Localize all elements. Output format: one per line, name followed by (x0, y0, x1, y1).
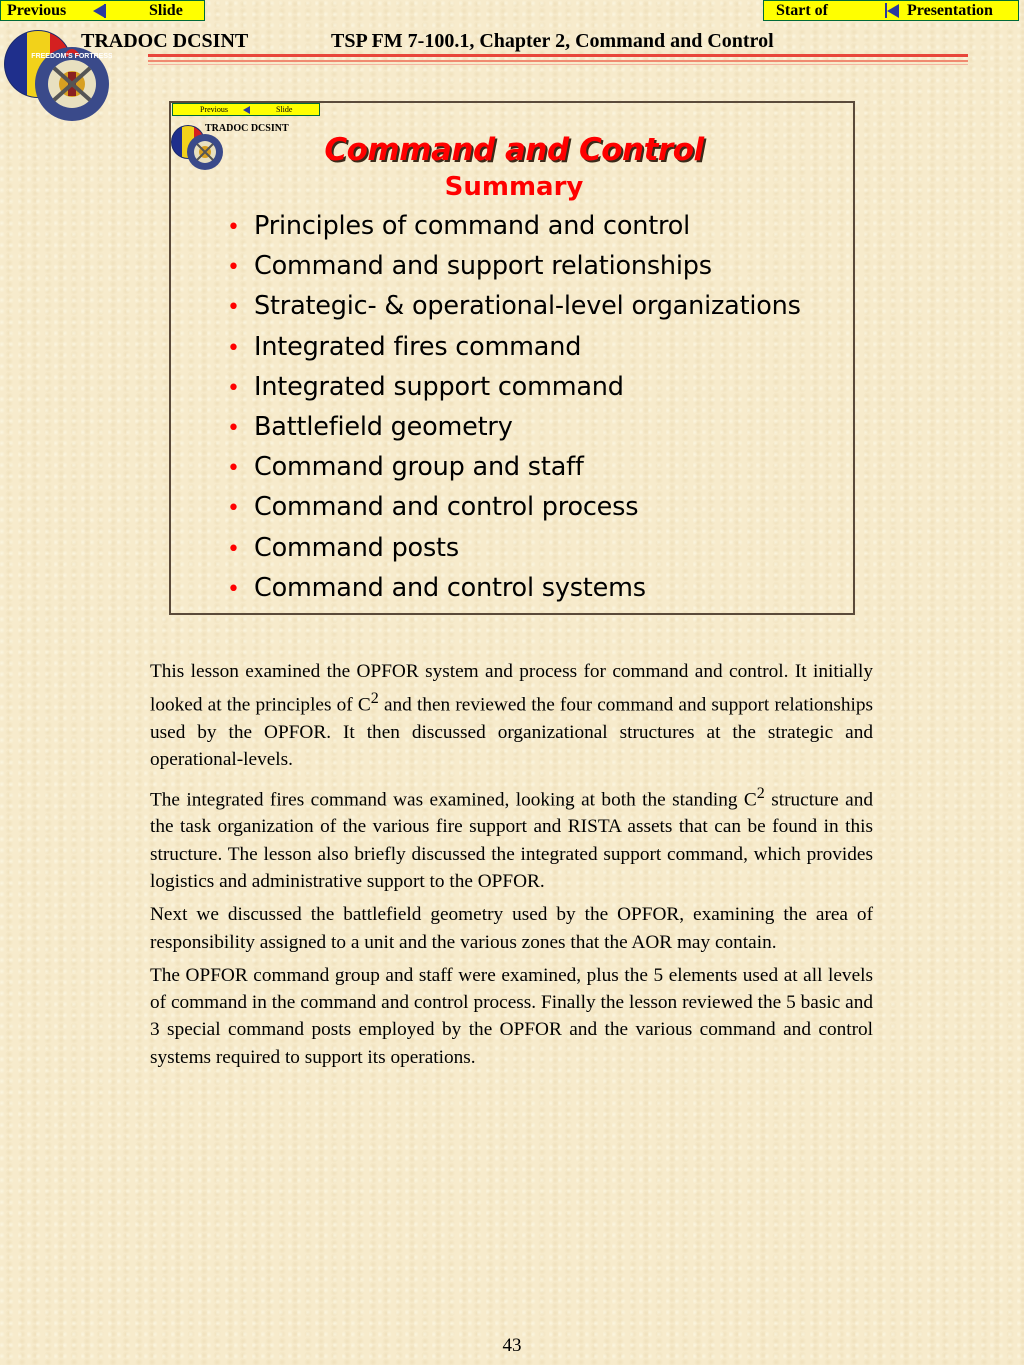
page-number: 43 (502, 1335, 522, 1356)
superscript: 2 (370, 690, 379, 708)
bullet-text: Principles of command and control (254, 211, 691, 241)
start-of-label: Start of (776, 2, 828, 19)
slide-thumbnail (169, 101, 855, 615)
previous-slide-button[interactable] (0, 0, 205, 21)
list-item (227, 408, 801, 448)
bullet-text: Command and control process (254, 492, 639, 523)
slide-title: Command and Control (324, 132, 704, 168)
bullet-icon: • (227, 255, 240, 281)
bullet-text: Command posts (254, 532, 459, 563)
paragraph-text: and then reviewed the four command and support relationships used by the OPFOR. It then discussed organizational structures at the strategic and operational-levels. (150, 694, 873, 771)
bullet-text: Integrated fires command (254, 331, 582, 362)
superscript: 2 (756, 784, 765, 802)
lesson-summary-text (150, 658, 873, 1077)
slide-subtitle: Summary (444, 172, 584, 202)
bullet-icon: • (227, 576, 240, 602)
bullet-text: Command group and staff (254, 452, 584, 483)
bullet-icon: • (227, 416, 240, 442)
paragraph: Next we discussed the battlefield geometry used by the OPFOR, examining the area of responsibility assigned to a unit and the various zones that the AOR may contain. (150, 904, 873, 953)
header-rule (148, 64, 968, 65)
svg-text:FREEDOM'S FORTRESS: FREEDOM'S FORTRESS (31, 53, 112, 60)
paragraph: The OPFOR command group and staff were examined, plus the 5 elements used at all levels of command in the command and control process. Finally the lesson reviewed the 5 basic and 3 special command posts employed by the OPFOR and the various command and control systems required to support its operations. (150, 964, 873, 1068)
bullet-text: Strategic- & operational-level organizations (254, 291, 801, 322)
list-item (227, 328, 801, 368)
slide-label: Slide (149, 2, 183, 19)
bullet-text: Integrated support command (254, 371, 624, 402)
bullet-icon: • (227, 496, 240, 522)
bullet-icon: • (227, 456, 240, 482)
list-item (227, 488, 801, 528)
paragraph (150, 780, 873, 896)
mini-previous-slide-button (172, 103, 320, 116)
paragraph (150, 658, 873, 774)
bullet-icon: • (227, 536, 240, 562)
list-item (227, 529, 801, 569)
start-of-presentation-button[interactable] (763, 0, 1019, 21)
list-item (227, 569, 801, 609)
header-rule (148, 60, 968, 62)
slide-org: TRADOC DCSINT (205, 123, 289, 134)
summary-bullet-list (227, 207, 801, 609)
mini-slide-label: Slide (276, 105, 293, 114)
bullet-text: Command and support relationships (254, 251, 712, 282)
previous-label: Previous (7, 2, 67, 19)
list-item (227, 368, 801, 408)
header-title: TSP FM 7-100.1, Chapter 2, Command and Control (331, 30, 774, 52)
paragraph-text: This lesson examined the OPFOR system and process for command and control. It initially looked at the principles of C (150, 661, 873, 716)
list-item (227, 448, 801, 488)
bullet-text: Command and control systems (254, 572, 646, 603)
presentation-label: Presentation (907, 2, 993, 19)
bullet-icon: • (227, 295, 240, 321)
bullet-icon: • (227, 215, 240, 240)
paragraph-text: The integrated fires command was examined, looking at both the standing C (150, 789, 757, 811)
first-slide-icon (885, 3, 899, 18)
list-item (227, 207, 801, 247)
header-rule (148, 54, 968, 57)
header-org: TRADOC DCSINT (81, 30, 249, 52)
bullet-icon: • (227, 335, 240, 361)
list-item (227, 247, 801, 287)
bullet-icon: • (227, 375, 240, 401)
paragraph-text: structure and the task organization of the various fire support and RISTA assets that can be found in this structure. The lesson also briefly discussed the integrated support command, which provides logistics and administrative support to the OPFOR. (150, 789, 873, 892)
list-item (227, 287, 801, 327)
mini-previous-label: Previous (200, 105, 228, 114)
previous-arrow-icon (93, 4, 106, 18)
bullet-text: Battlefield geometry (254, 412, 513, 443)
